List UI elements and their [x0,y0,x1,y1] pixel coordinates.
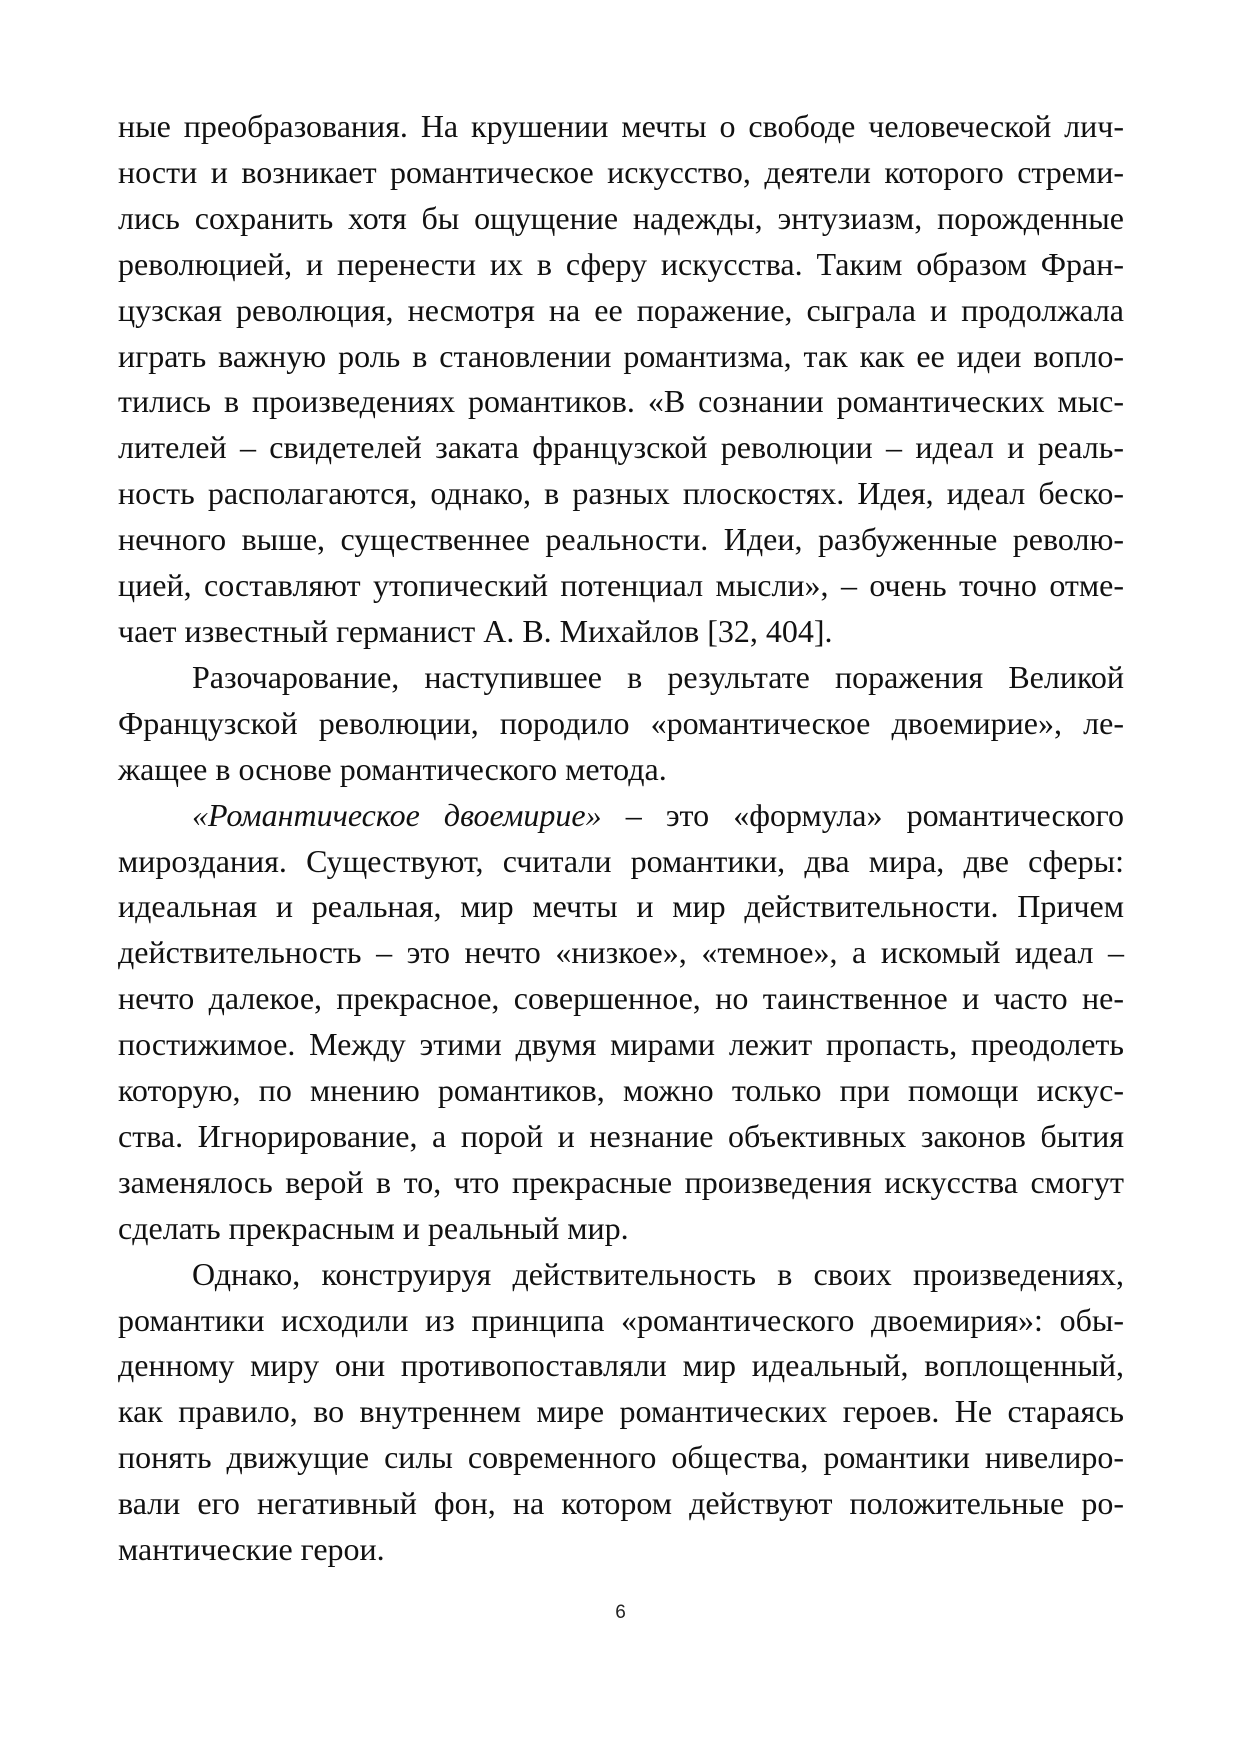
text-line: мироздания. Существуют, считали романтики, два мира, две сферы: [118,842,1124,879]
text-line: нечто далекое, прекрасное, совершенное, но таинственное и часто не- [118,980,1124,1017]
italic-term: «Романтическое двоемирие» [192,796,602,833]
text-line: заменялось верой в то, что прекрасные произведения искусства смогут [118,1163,1124,1200]
paragraph-2 [118,655,1124,793]
page-number: 6 [615,1602,626,1623]
text-line: революцией, и перенести их в сферу искусства. Таким образом Фран- [118,245,1124,282]
text-line: ства. Игнорирование, а порой и незнание объективных законов бытия [118,1117,1124,1154]
paragraph-3 [118,793,1124,1252]
text-line: играть важную роль в становлении романтизма, так как ее идеи вопло- [118,337,1124,374]
text-line: постижимое. Между этими двумя мирами лежит пропасть, преодолеть [118,1026,1124,1063]
text-line [118,793,1124,839]
text-line: идеальная и реальная, мир мечты и мир действительности. Причем [118,888,1124,925]
text-line: цузская революция, несмотря на ее поражение, сыграла и продолжала [118,291,1124,328]
text-line: нечного выше, существеннее реальности. Идеи, разбуженные револю- [118,521,1124,558]
text-line: мантические герои. [118,1531,385,1568]
text-line: которую, по мнению романтиков, можно только при помощи искус- [118,1072,1124,1109]
text-fragment: – это «формула» романтического [601,796,1125,833]
text-line: денному миру они противопоставляли мир идеальный, воплощенный, [118,1347,1124,1384]
text-line: чает известный германист А. В. Михайлов [32, 404]. [118,612,833,649]
text-line: вали его негативный фон, на котором действуют положительные ро- [118,1485,1124,1522]
paragraph-1 [118,104,1124,655]
text-line: Однако, конструируя действительность в своих произведениях, [192,1255,1124,1292]
text-line: понять движущие силы современного общества, романтики нивелиро- [118,1439,1124,1476]
text-line: романтики исходили из принципа «романтического двоемирия»: обы- [118,1301,1124,1338]
text-line: тились в произведениях романтиков. «В сознании романтических мыс- [118,383,1124,420]
paragraph-4 [118,1252,1124,1573]
text-line: Разочарование, наступившее в результате поражения Великой [192,658,1124,695]
text-line: действительность – это нечто «низкое», «темное», а искомый идеал – [118,934,1124,971]
text-line: жащее в основе романтического метода. [118,750,667,787]
text-line: ные преобразования. На крушении мечты о свободе человеческой лич- [118,108,1124,144]
text-line: лителей – свидетелей заката французской революции – идеал и реаль- [118,429,1124,466]
text-line: лись сохранить хотя бы ощущение надежды, энтузиазм, порожденные [118,199,1124,236]
text-line: как правило, во внутреннем мире романтических героев. Не стараясь [118,1393,1124,1430]
text-line: цией, составляют утопический потенциал мысли», – очень точно отме- [118,567,1124,604]
document-page [118,104,1124,1573]
text-line: Французской революции, породило «романтическое двоемирие», ле- [118,704,1124,741]
text-line: сделать прекрасным и реальный мир. [118,1209,629,1246]
text-line: ности и возникает романтическое искусство, деятели которого стреми- [118,153,1124,190]
text-line: ность располагаются, однако, в разных плоскостях. Идея, идеал беско- [118,475,1124,512]
